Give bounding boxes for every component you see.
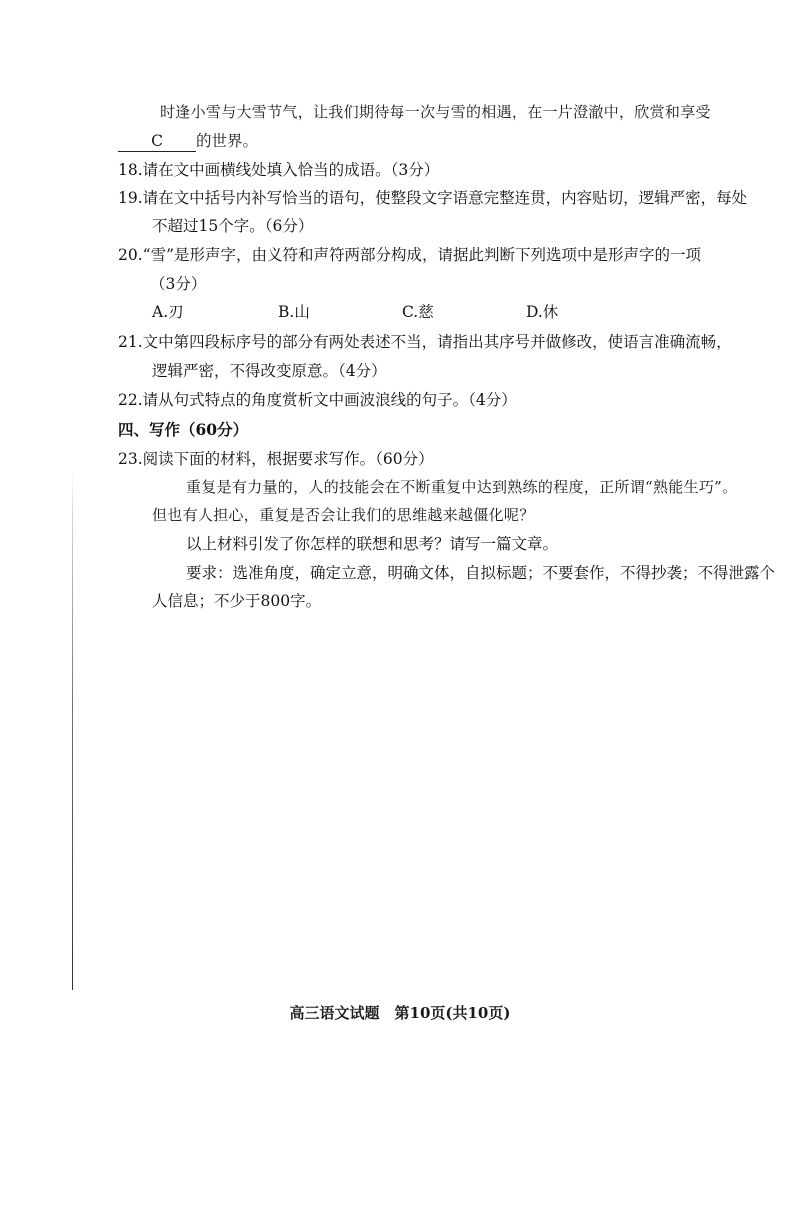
option-b: B.山 [278,303,310,321]
answer-blank: C [118,131,196,152]
question-18: 18.请在文中画横线处填入恰当的成语。（3分） [118,161,440,179]
writing-prompt: 以上材料引发了你怎样的联想和思考？请写一篇文章。 [186,535,559,553]
passage-line-2-tail: 的世界。 [196,132,259,150]
question-22: 22.请从句式特点的角度赏析文中画波浪线的句子。（4分） [118,391,517,409]
question-20-line-2: （3分） [150,275,207,293]
passage-line-1: 时逢小雪与大雪节气，让我们期待每一次与雪的相遇，在一片澄澈中，欣赏和享受 [160,103,711,121]
question-21-line-2: 逻辑严密，不得改变原意。（4分） [152,362,387,380]
option-d: D.休 [526,303,559,321]
requirements-line-2: 人信息；不少于800字。 [152,592,322,610]
material-line-2: 但也有人担心，重复是否会让我们的思维越来越僵化呢？ [152,506,535,524]
question-19-line-1: 19.请在文中括号内补写恰当的语句，使整段文字语意完整连贯，内容贴切，逻辑严密，每处 [118,189,748,207]
section-4-heading: 四、写作（60分） [118,420,249,439]
question-23: 23.阅读下面的材料，根据要求写作。（60分） [118,450,434,468]
question-20-options [0,301,800,323]
material-line-1: 重复是有力量的，人的技能会在不断重复中达到熟练的程度，正所谓“熟能生巧”。 [186,478,738,496]
question-21-line-1: 21.文中第四段标序号的部分有两处表述不当，请指出其序号并做修改，使语言准确流畅， [118,333,732,351]
passage-line-2 [118,130,258,152]
question-19-line-2: 不超过15个字。（6分） [152,217,314,235]
question-20-line-1: 20.“雪”是形声字，由义符和声符两部分构成，请据此判断下列选项中是形声字的一项 [118,246,702,264]
binding-line [72,470,73,990]
page-footer: 高三语文试题 第10页(共10页) [289,1004,511,1022]
requirements-line-1: 要求：选准角度，确定立意，明确文体，自拟标题；不要套作，不得抄袭；不得泄露个 [186,564,776,582]
option-c: C.慈 [402,303,434,321]
option-a: A.刃 [152,303,184,321]
